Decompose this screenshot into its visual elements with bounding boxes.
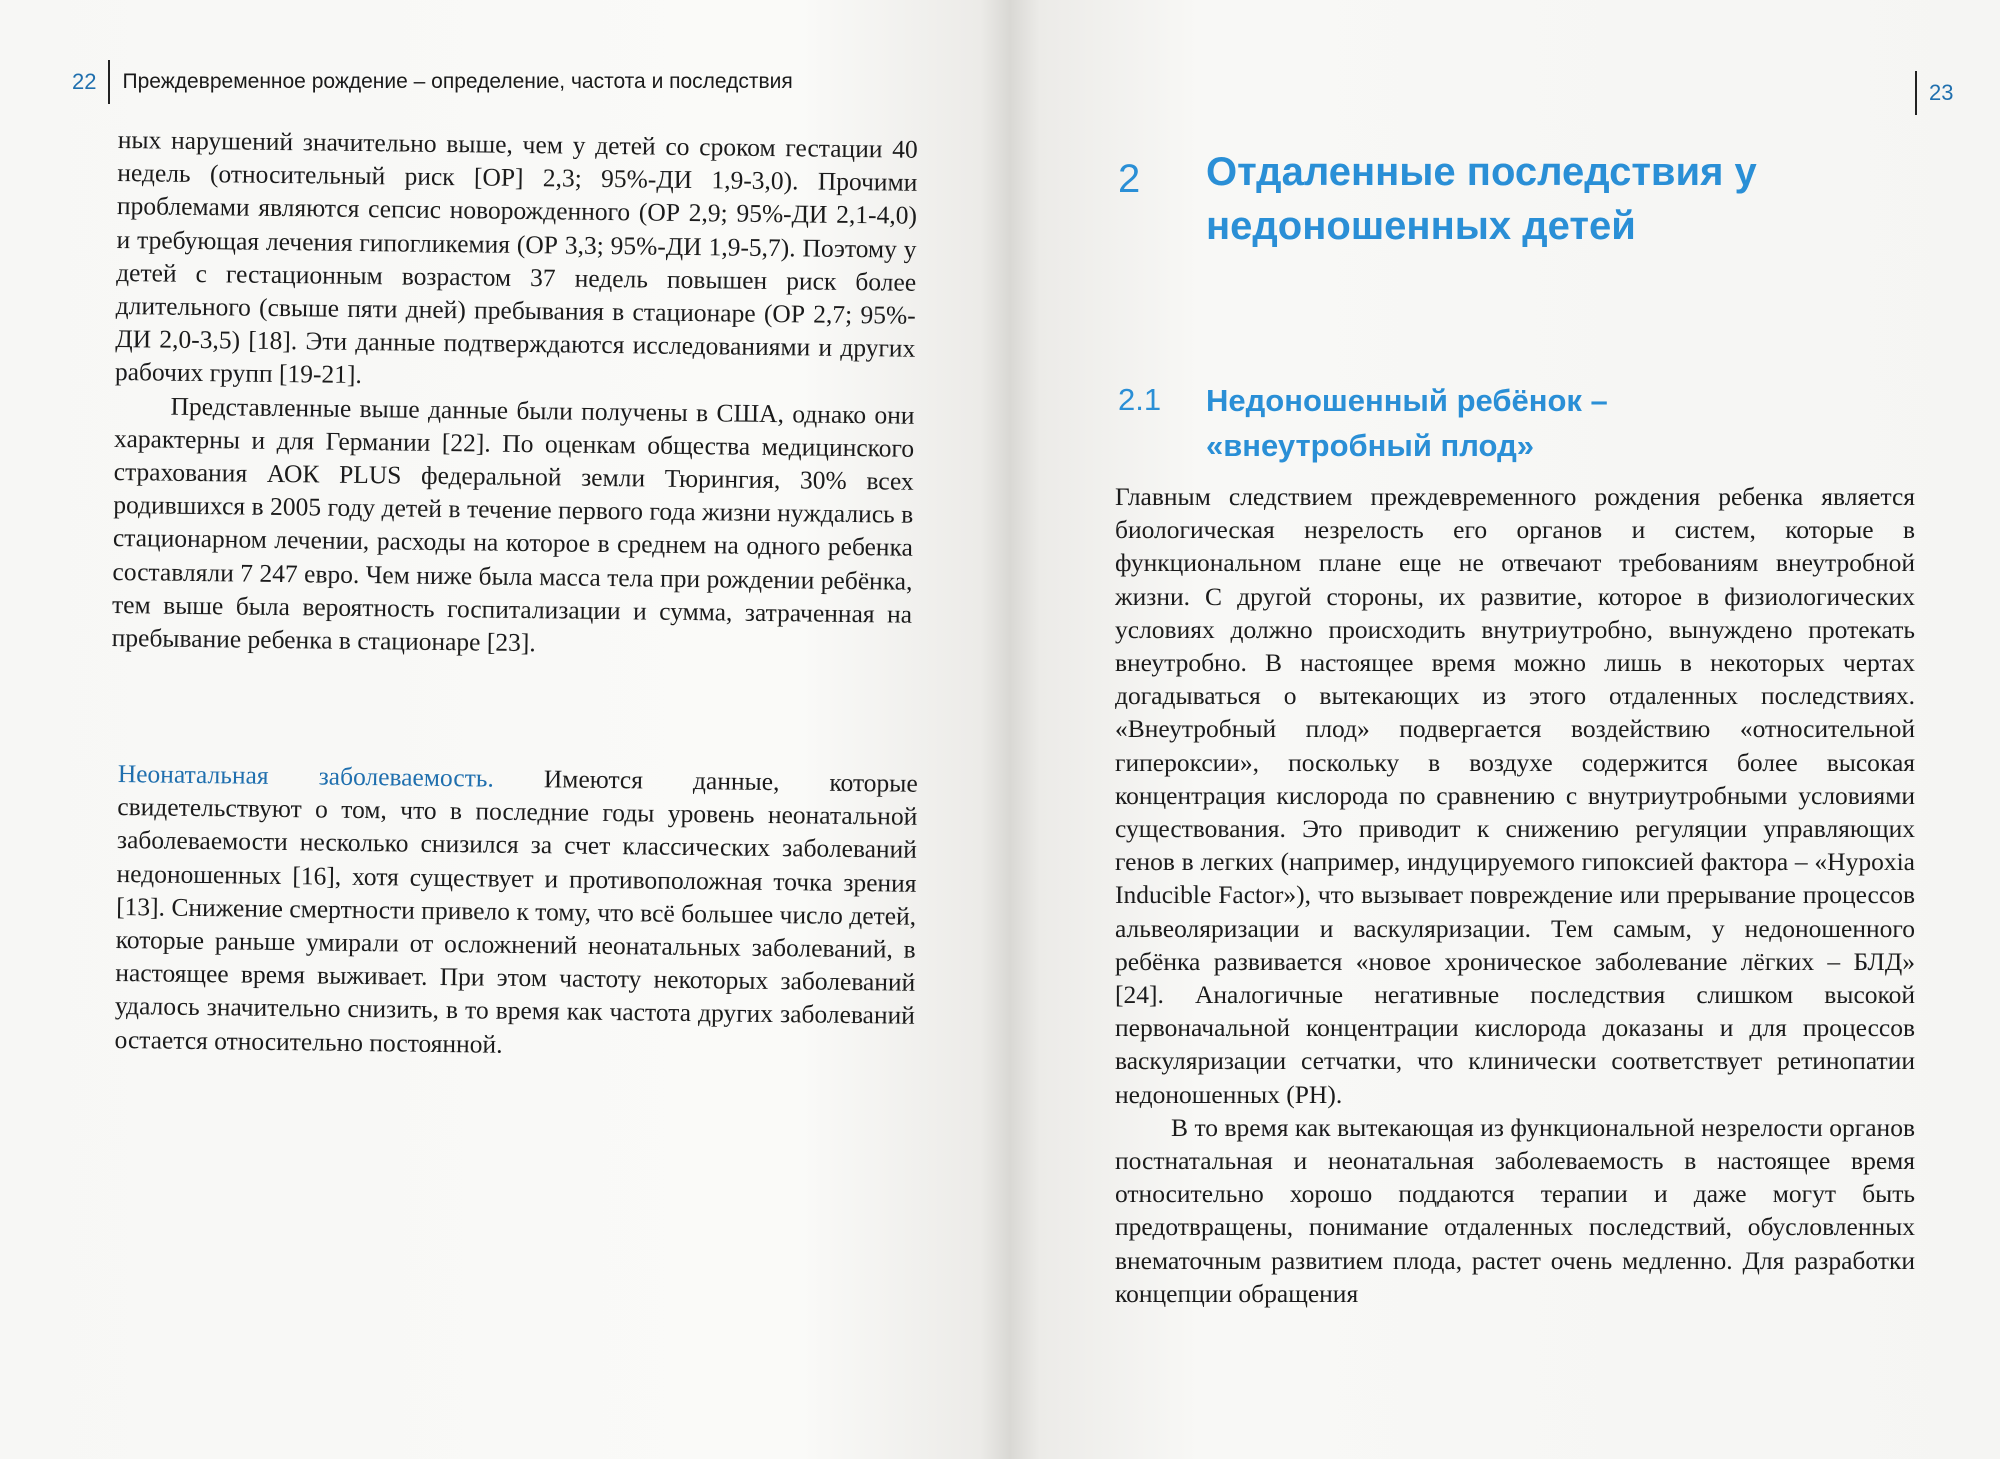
left-running-head [72,60,793,104]
paragraph [114,757,918,1066]
neonatal-morbidity-block [114,757,918,1066]
paragraph: Представленные выше данные были получены в США, однако они характерны и для Германии [22]. По оценкам общества медицинского страхования АОК PLUS федеральной земли Тюрингия, 30% всех родившихся в 2005 году детей в течение первого года жизни нуждались в стационарном лечении, расходы на которое в среднем на одного ребенка составляли 7 247 евро. Чем ниже была масса тела при рождении ребёнка, тем выше была вероятность госпитализации и сумма, затраченная на пребывание ребенка в стационаре [23]. [111,391,915,658]
left-page-number: 22 [72,69,97,94]
right-page [1000,0,2000,1459]
running-head-divider [108,60,110,104]
right-body-text [1115,480,1915,1310]
running-head-divider [1915,71,1917,115]
paragraph: Главным следствием преждевременного рождения ребенка является биологическая незрелость его органов и систем, которые в функциональном плане еще не отвечают требованиям внеутробной жизни. С другой стороны, их развитие, которое в физиологических условиях должно происходить внутриутробно, вынуждено протекать внеутробно. В настоящее время можно лишь в некоторых чертах догадываться о вытекающих из этого отдаленных последствиях. «Внеутробный плод» подвергается воздействию «относительной гипероксии», поскольку в воздухе содержится более высокая концентрация кислорода по сравнению с внутриутробными условиями существования. Это приводит к снижению регуляции управляющих генов в легких (например, индуцируемого гипоксией фактора – «Hypoxia Inducible Factor»), что вызывает повреждение или прерывание процессов альвеоляризации и васкуляризации. Тем самым, у недоношенного ребёнка развивается «новое хроническое заболевание лёгких – БЛД» [24]. Аналогичные негативные последствия слишком высокой первоначальной концентрации кислорода доказаны и для процессов васкуляризации сетчатки, что клинически соответствует ретинопатии недоношенных (РН). [1115,482,1915,1109]
right-page-number: 23 [1929,80,1954,105]
section-title: Недоношенный ребёнок – «внеутробный плод» [1206,383,1608,463]
right-running-head [1915,70,1953,116]
chapter-number: 2 [1118,157,1141,201]
paragraph-text: Имеются данные, которые свидетельствуют о том, что в последние годы уровень неонатальной заболеваемости несколько снизился за счет классических заболеваний недоношенных [16], хотя существует и противоположная точка зрения [13]. Снижение смертности привело к тому, что всё большее число детей, которые раньше умирали от осложнений неонатальных заболеваний, в настоящее время выживает. При этом частоту некоторых заболеваний удалось значительно снизить, в то время как частота других заболеваний остается относительно постоянной. [114,763,918,1059]
chapter-heading [1118,145,1886,253]
left-body-text [112,123,918,664]
section-number: 2.1 [1118,382,1162,417]
section-heading [1118,378,1806,468]
paragraph: ных нарушений значительно выше, чем у детей со сроком гестации 40 недель (относительный риск [ОР] 2,3; 95%-ДИ 1,9-3,0). Прочими проблемами являются сепсис новорожденного (ОР 2,9; 95%-ДИ 2,1-4,0) и требующая лечения гипогликемия (ОР 3,3; 95%-ДИ 1,9-5,7). Поэтому у детей с гестационным возрастом 37 недель повышен риск более длительного (свыше пяти дней) пребывания в стационаре (ОР 2,7; 95%-ДИ 2,0-3,5) [18]. Эти данные подтверждаются исследованиями и других рабочих групп [19-21]. [114,124,918,390]
paragraph: В то время как вытекающая из функциональной незрелости органов постнатальная и неонатальная заболеваемость в настоящее время относительно хорошо поддаются терапии и даже могут быть предотвращены, понимание отдаленных последствий, обусловленных внематочным развитием плода, растет очень медленно. Для разработки концепции обращения [1115,1112,1915,1308]
chapter-title: Отдаленные последствия у недоношенных детей [1206,150,1757,248]
paragraph-lead-in: Неонатальная заболеваемость. [117,758,494,793]
running-head-title: Преждевременное рождение – определение, частота и последствия [122,70,793,93]
